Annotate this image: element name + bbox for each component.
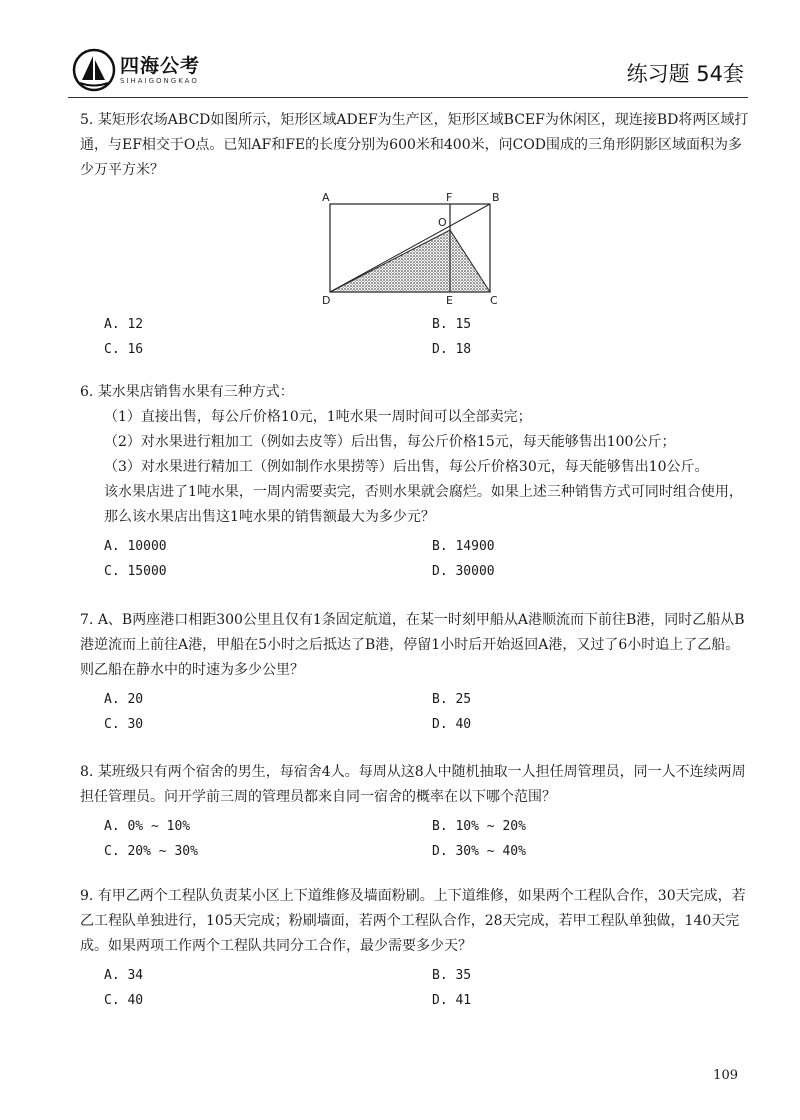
question-5 [80,108,750,183]
question-stem: A、B两座港口相距300公里且仅有1条固定航道，在某一时刻甲船从A港顺流而下前往B港，同时乙船从B港逆流而上前往A港，甲船在5小时之后抵达了B港，停留1小时后开始返回A港，又过了6小时追上了乙船。则乙船在静水中的时速为多少公里？ [80,612,745,678]
label-e: E [446,294,453,307]
question-7 [80,608,750,737]
question-tail: 该水果店进了1吨水果，一周内需要卖完，否则水果就会腐烂。如果上述三种销售方式可同时组合使用，那么该水果店出售这1吨水果的销售额最大为多少元？ [104,484,743,525]
question-item: （1）直接出售，每公斤价格10元，1吨水果一周时间可以全部卖完； [104,409,532,425]
option-a[interactable]: A. 10000 [104,539,167,554]
header-divider [68,97,748,98]
option-c[interactable]: C. 16 [104,342,144,357]
question-stem: 有甲乙两个工程队负责某小区上下道维修及墙面粉刷。上下道维修，如果两个工程队合作，30天完成，若乙工程队单独进行，105天完成；粉刷墙面，若两个工程队合作，28天完成，若甲工程队单独做，140天完成。如果两项工作两个工程队共同分工合作，最少需要多少天？ [80,888,746,954]
question-number: 6. [80,384,94,400]
option-b[interactable]: B. 35 [432,968,472,983]
page-number: 109 [713,1068,738,1083]
label-f: F [446,192,453,204]
logo-name: 四海公考 [120,54,201,77]
question-5-figure [320,192,510,307]
question-number: 9. [80,888,94,904]
option-d[interactable]: D. 41 [432,993,472,1008]
label-b: B [492,192,500,204]
label-c: C [490,294,498,307]
shaded-triangle-cod [330,230,490,292]
rectangle-diagram [320,192,510,307]
question-stem: 某水果店销售水果有三种方式： [97,384,294,400]
question-item: （2）对水果进行粗加工（例如去皮等）后出售，每公斤价格15元，每天能够售出100公斤； [104,434,676,450]
option-a[interactable]: A. 12 [104,317,144,332]
option-d[interactable]: D. 18 [432,342,472,357]
question-stem: 某班级只有两个宿舍的男生，每宿舍4人。每周从这8人中随机抽取一人担任周管理员，同一人不连续两周担任管理员。问开学前三周的管理员都来自同一宿舍的概率在以下哪个范围？ [80,764,746,805]
option-a[interactable]: A. 20 [104,692,144,707]
option-d[interactable]: D. 30% ~ 40% [432,844,526,859]
label-o: O [438,216,447,229]
option-b[interactable]: B. 14900 [432,539,495,554]
option-c[interactable]: C. 30 [104,717,144,732]
sailboat-logo-icon [72,48,116,92]
option-c[interactable]: C. 15000 [104,564,167,579]
option-b[interactable]: B. 15 [432,317,472,332]
question-6 [80,380,750,584]
option-a[interactable]: A. 34 [104,968,144,983]
label-d: D [322,294,331,307]
logo-subtitle: SIHAIGONGKAO [120,76,199,85]
option-b[interactable]: B. 10% ~ 20% [432,819,526,834]
question-number: 8. [80,764,94,780]
option-c[interactable]: C. 40 [104,993,144,1008]
question-stem: 某矩形农场ABCD如图所示，矩形区域ADEF为生产区，矩形区域BCEF为休闲区，现连接BD将两区域打通，与EF相交于O点。已知AF和FE的长度分别为600米和400米，问COD围成的三角形阴影区域面积为多少万平方米？ [80,112,749,178]
question-number: 7. [80,612,94,628]
option-d[interactable]: D. 40 [432,717,472,732]
question-9 [80,884,750,1013]
option-c[interactable]: C. 20% ~ 30% [104,844,198,859]
question-8 [80,760,750,864]
question-number: 5. [80,112,94,128]
page-header [0,0,800,100]
option-d[interactable]: D. 30000 [432,564,495,579]
set-title: 练习题 54套 [626,62,744,86]
label-a: A [322,192,330,204]
option-a[interactable]: A. 0% ~ 10% [104,819,191,834]
question-5-options [80,312,750,362]
brand-logo [72,48,200,92]
option-b[interactable]: B. 25 [432,692,472,707]
question-item: （3）对水果进行精加工（例如制作水果捞等）后出售，每公斤价格30元，每天能够售出10公斤。 [104,459,709,475]
